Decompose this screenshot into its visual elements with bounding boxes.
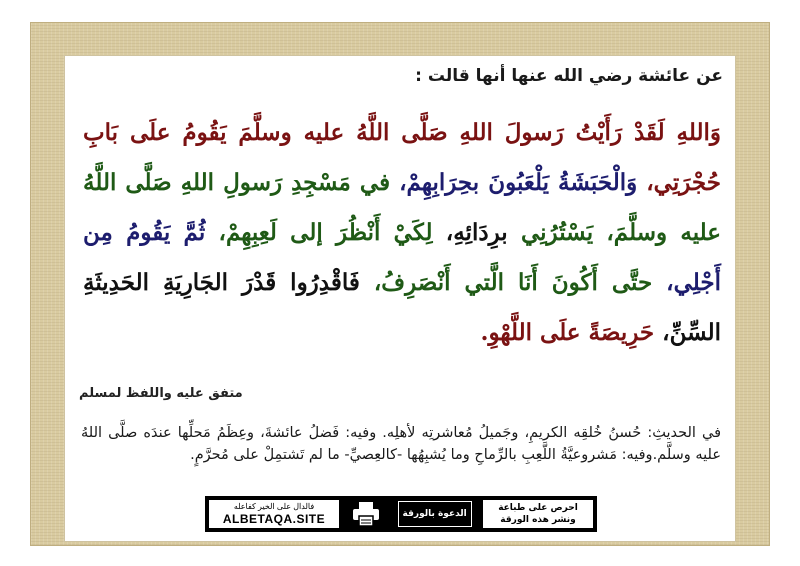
print-line-1: احرص على طباعة [498,503,578,513]
hadith-segment: لِكَيْ أَنْظُرَ إلى لَعِبِهِمْ، [205,219,433,246]
print-line-2: ونشر هذه الورقة [500,515,576,525]
hadith-segment: مَسْجِدِ رَسولِ اللهِ صَلَّى اللَّهُ عليه وسلَّمَ، يَسْتُرُنِي [83,169,721,246]
site-box[interactable] [209,500,339,528]
printer-icon [346,498,386,530]
commentary-text [81,422,721,466]
commentary-line: عائشةَ، وعِظَمُ مَحلِّها عندَه صلَّى اللهُ عليه وسلَّم.وفيه: مَشروعيَّةُ اللَّعِبِ [81,425,721,463]
hadith-segment: يَقُومُ علَى بَابِ حُجْرَتِي، [83,119,721,196]
source-attribution: متفق عليه واللفظ لمسلم [79,386,243,401]
hadith-segment: في [359,169,391,196]
dawah-logo: الدعوة بالورقة [398,501,472,527]
hadith-segment: حتَّى [611,269,653,296]
hadith-segment: أَكُونَ أَنَا الَّتي أَنْصَرِفُ، [359,269,598,296]
hadith-segment: حَرِيصَةً علَى اللَّهْوِ. [480,319,655,346]
print-notice [483,500,593,528]
hadith-segment: برِدَائِهِ، [432,219,508,246]
hadith-segment: فَاقْدِرُوا قَدْرَ الجَارِيَةِ الحَدِيثَةِ [83,269,360,296]
intro-line: عن عائشة رضي الله عنها أنها قالت : [415,66,723,86]
hadith-card [64,55,736,542]
site-tagline: فالدال على الخير كفاعله [233,502,315,511]
hadith-segment: وَالْحَبَشَةُ يَلْعَبُونَ بحِرَابِهِمْ، [390,169,638,196]
site-url[interactable]: ALBETAQA.SITE [222,512,326,526]
hadith-segment: ثُمَّ يَقُومُ مِن أَجْلِي، [83,219,721,296]
hadith-segment: السِّنِّ، [654,319,721,346]
commentary-line: بالرِّماحِ وما يُشبِهُها -كالعِصيِّ- ما لم تَشتمِلْ على مُحرَّمٍ. [190,447,517,463]
hadith-text [83,108,721,358]
hadith-segment: وَاللهِ لَقَدْ رَأَيْتُ رَسولَ اللهِ صَلَّى اللَّهُ عليه وسلَّمَ [238,119,721,146]
commentary-line: في الحديثِ: حُسنُ خُلقِه الكريمِ، وجَميلُ مُعاشرتِه لأهلِه. وفيه: فَضلُ [308,425,722,441]
footer-bar [205,496,597,532]
